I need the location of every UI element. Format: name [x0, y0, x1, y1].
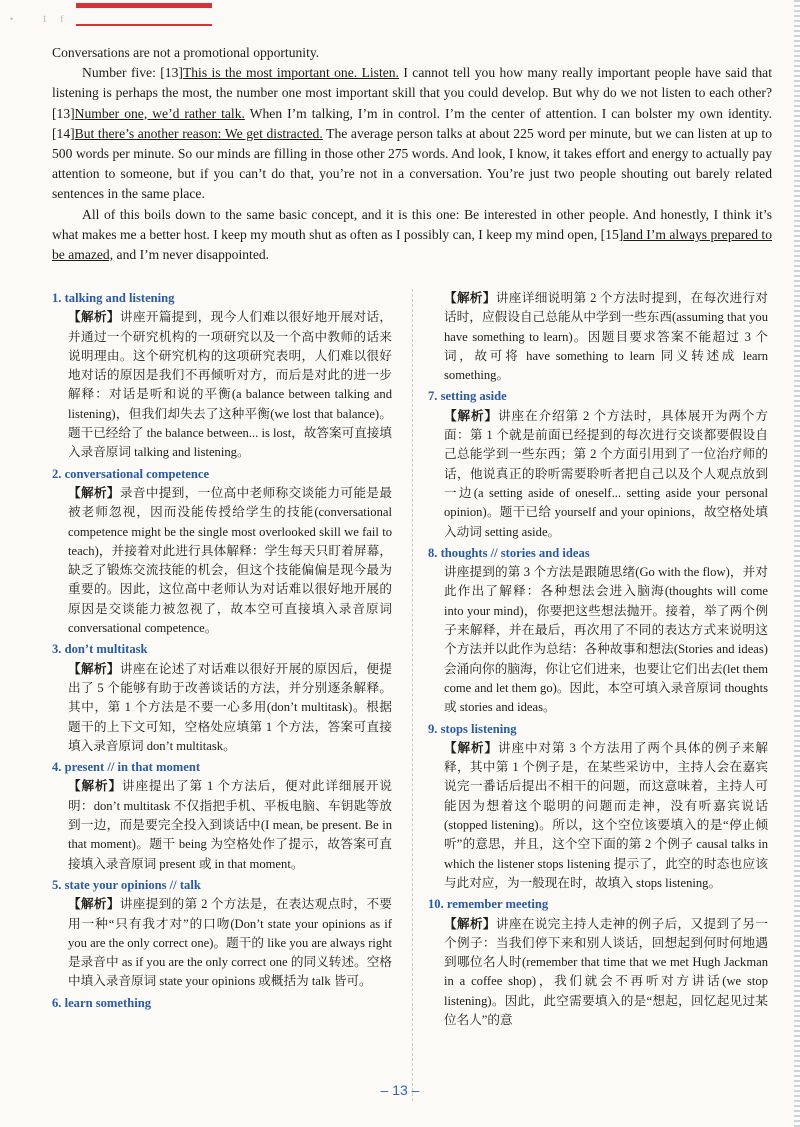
answer-explanation — [428, 407, 768, 542]
header-faint-text: • 1 f — [10, 14, 67, 24]
passage-text: Number five: [13] — [82, 65, 183, 81]
passage-paragraph-2 — [52, 63, 772, 204]
explanation-text: 讲座在论述了对话难以很好开展的原因后，便提出了 5 个能够有助于改善谈话的方法，并分别逐条解释。其中，第 1 个方法是不要一心多用(don’t multitask)。根据题干的上下文可知，空格处应填第 1 个方法，答案可直接填入录音原词 don’t multitask。 — [68, 661, 393, 753]
answer-title: 5. state your opinions // talk — [52, 877, 201, 892]
analysis-tag: 【解析】 — [68, 779, 122, 794]
answer-title: 7. setting aside — [428, 389, 507, 404]
explanation-text: 讲座详细说明第 2 个方法时提到，在每次进行对话时，应假设自己总能从中学到一些东西(assuming that you have something to learn)。因题目要求答案不能超过 3 个词，故可将 have something to learn 同义转述成 learn something。 — [444, 291, 769, 383]
analysis-tag: 【解析】 — [68, 661, 120, 676]
answer-title: 3. don’t multitask — [52, 642, 148, 657]
passage-text: and I’m never disappointed. — [113, 247, 270, 263]
underlined-answer-15: and I’m always prepared to be amazed, — [52, 226, 772, 263]
passage-text: I cannot tell you how many really important people have said that listening is perhaps the most, the number one most important skill that you could develop. But why do we not listen to each other? [13] — [52, 65, 772, 121]
column-divider — [412, 289, 413, 1101]
analysis-tag: 【解析】 — [444, 916, 496, 931]
answer-title: 1. talking and listening — [52, 291, 175, 305]
left-column — [52, 289, 392, 1013]
explanation-text: 讲座提出了第 1 个方法后，便对此详细展开说明：don’t multitask 不仅指把手机、平板电脑、车钥匙等放到一边，而是要完全投入到谈话中(I mean, be present. Be in that moment)。题干 being 为空格处作了提示，故答案可直接填入录音原词 present 或 in that moment。 — [68, 779, 392, 871]
answer-explanation — [428, 289, 768, 385]
right-column — [428, 289, 768, 1032]
explanation-text: 讲座在说完主持人走神的例子后，又提到了另一个例子：当我们停下来和别人谈话，回想起到何时何地遇到哪位名人时(remember that time that we met Hugh Jackman in a coffee shop)，我们就会不再听对方讲话(we stop listening)。因此，此空需要填入的是“想起，回忆起见过某位名人”的意 — [444, 916, 769, 1027]
explanation-text: 讲座中对第 3 个方法用了两个具体的例子来解释，其中第 1 个例子是，在某些采访中，主持人会在嘉宾说完一番话后提出不相干的问题，而这意味着，主持人可能因为想着这个聪明的问题而走神，没有听嘉宾说话(stopped listening)。所以，这个空位该要填入的是“停止倾听”的意思，并且，这个空下面的第 2 个例子 causal talks in which the listener stops listening 提示了，此空的时态也应该与此对应，为一般现在时，故填入 stops listening。 — [444, 740, 768, 890]
answer-explanation — [52, 777, 392, 873]
passage-text: The average person talks at about 225 word per minute, but we can listen at up to 500 words per minute. So our minds are filling in those other 275 words. And look, I know, it takes effort and energy to actually pay attention to someone, but if you can’t do that, you’re not in a conversation. You’re just two people shouting out barely related sentences in the same place. — [52, 125, 772, 202]
underlined-answer-14: But there’s another reason: We get distracted. — [74, 125, 323, 141]
top-accent-bar — [76, 3, 212, 8]
answer-explanation — [52, 308, 392, 462]
answer-explanation — [52, 895, 392, 991]
top-accent-rule — [76, 24, 212, 26]
answer-explanation — [428, 739, 768, 893]
analysis-tag: 【解析】 — [444, 740, 498, 755]
passage-paragraph-1: Conversations are not a promotional opportunity. — [52, 45, 320, 60]
page-number: – 13 – — [380, 1082, 420, 1098]
answer-explanation — [428, 915, 768, 1031]
explanation-text: 讲座在介绍第 2 个方法时，具体展开为两个方面：第 1 个就是前面已经提到的每次进行交谈都要假设自己总能学到一些东西；第 2 个方面引用到了一位治疗师的话，他说真正的聆听需要聆听者把自己以及个人观点放到一边(a setting aside of oneself... setting aside your personal opinion)。题干已给 yourself and your opinions，故空格处填入动词 setting aside。 — [444, 408, 768, 539]
transcript-passage — [52, 43, 772, 265]
page-edge-pattern — [794, 0, 800, 1127]
explanation-text: 讲座提到的第 3 个方法是跟随思绪(Go with the flow)，并对此作出了解释：各种想法会进入脑海(thoughts will come into your mind)，你要把这些想法抛开。接着，举了两个例子来解释，并在最后，再次用了不同的表达方式来说明这个方法并以此作为总结：各种故事和想法(Stories and ideas)会涌向你的脑海，你让它们进来，也要让它们出去(let them come and let them go)。因此，本空可填入录音原词 thoughts 或 stories and ideas。 — [444, 565, 768, 715]
answer-explanation — [52, 660, 392, 756]
analysis-tag: 【解析】 — [444, 408, 498, 423]
answer-title: 2. conversational competence — [52, 466, 210, 481]
answer-title: 4. present // in that moment — [52, 760, 201, 775]
underlined-answer-13a: This is the most important one. Listen. — [182, 65, 399, 81]
answer-title: 9. stops listening — [428, 721, 517, 736]
explanation-text: 讲座开篇提到，现今人们难以很好地开展对话，并通过一个研究机构的一项研究以及一个高中教师的话来说明理由。这个研究机构的这项研究表明，人们难以很好地对话的原因是我们不再倾听对方，而后是对此的进一步解释：对话是听和说的平衡(a balance between talking and listening)，但我们却失去了这种平衡(we lost that balance)。题干已经给了 the balance between... is lost，故答案可直接填入录音原词 talking and listening。 — [68, 310, 393, 460]
passage-text: All of this boils down to the same basic concept, and it is this one: Be interested in other people. And honestly, I think it’s what makes me a better host. I keep my mouth shut as often as I possibly can, I keep my mind open, [15] — [52, 206, 772, 242]
analysis-tag: 【解析】 — [68, 310, 120, 325]
analysis-tag: 【解析】 — [68, 897, 120, 912]
passage-paragraph-3 — [52, 205, 772, 266]
answer-title: 10. remember meeting — [428, 897, 549, 912]
explanation-text: 讲座提到的第 2 个方法是，在表达观点时，不要用一种“只有我才对”的口吻(Don’t state your opinions as if you are the only correct one)。题干的 like you are always right 是录音中 as if you are the only correct one 的同义转述。空格中填入录音原词 state your opinions 或概括为 talk 皆可。 — [68, 897, 393, 989]
answer-explanation — [52, 484, 392, 638]
answer-title: 6. learn something — [52, 995, 151, 1010]
explanation-text: 录音中提到，一位高中老师称交谈能力可能是最被老师忽视，因而没能传授给学生的技能(conversational competence might be the single most overlooked skill we fail to teach)，并接着对此进行具体解释：学生每天只盯着屏幕，缺乏了锻炼交流技能的机会，但这个技能偏偏是现今最为重要的。因此，这位高中老师认为对话难以很好地开展的原因是交谈能力被忽视了，故本空可直接填入录音原词 conversational competence。 — [68, 485, 393, 636]
answer-explanation — [428, 563, 768, 717]
answer-title: 8. thoughts // stories and ideas — [428, 545, 590, 560]
analysis-tag: 【解析】 — [68, 485, 120, 500]
passage-text: When I’m talking, I’m in control. I’m the center of attention. I can bolster my own identity. [14] — [52, 105, 772, 141]
underlined-answer-13b: Number one, we’d rather talk. — [74, 105, 245, 121]
analysis-tag: 【解析】 — [444, 291, 496, 305]
